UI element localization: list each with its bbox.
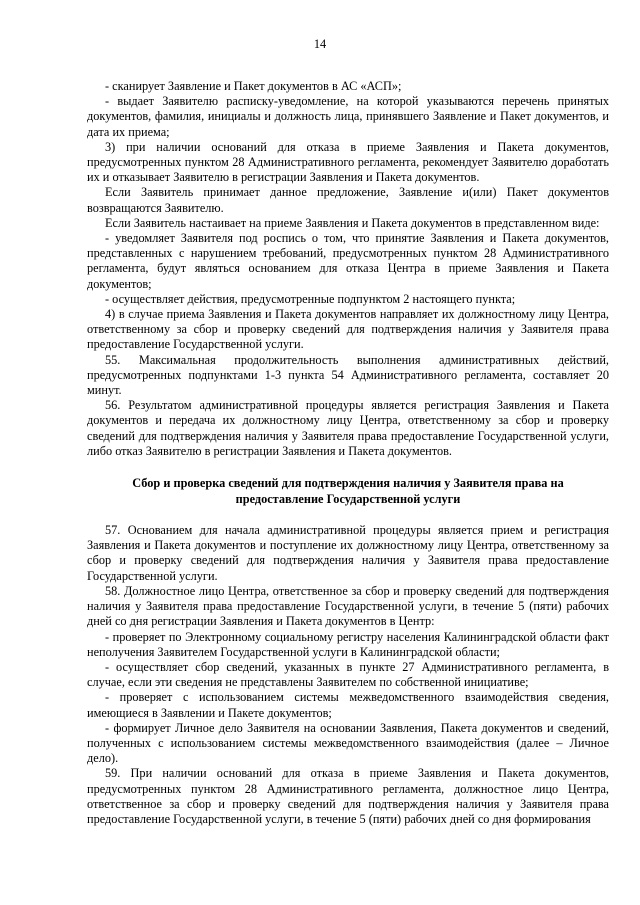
paragraph: 57. Основанием для начала административной процедуры является прием и регистрация Заявления и Пакета документов и поступление их должностному лицу Центра, ответственному за сбор и проверку сведений для подтверждения наличия у Заявителя права предоставление Государственной услуги. [87, 523, 609, 583]
paragraph: Если Заявитель настаивает на приеме Заявления и Пакета документов в представленном виде: [105, 215, 600, 230]
paragraph: Если Заявитель принимает данное предложение, Заявление и(или) Пакет документов возвращаются Заявителю. [87, 185, 609, 215]
paragraph: 3) при наличии оснований для отказа в приеме Заявления и Пакета документов, предусмотренных пунктом 28 Административного регламента, рекомендует Заявителю доработать их и отказывает Заявителю в регистрации Заявления и Пакета документов. [87, 139, 609, 185]
paragraph: - осуществляет сбор сведений, указанных в пункте 27 Административного регламента, в случае, если эти сведения не представлены Заявителем по собственной инициативе; [87, 659, 609, 690]
document-body [87, 79, 609, 827]
paragraph: 4) в случае приема Заявления и Пакета документов направляет их должностному лицу Центра, ответственному за сбор и проверку сведений для подтверждения наличия у Заявителя права предоставление Государственной услуги. [87, 307, 609, 352]
paragraph: 55. Максимальная продолжительность выполнения административных действий, предусмотренных подпунктами 1-3 пункта 54 Административного регламента, составляет 20 минут. [87, 352, 609, 398]
paragraph: 59. При наличии оснований для отказа в приеме Заявления и Пакета документов, предусмотренных пунктом 28 Административного регламента, должностное лицо Центра, ответственное за сбор и проверку сведений для подтверждения наличия у Заявителя права предоставление Государственной услуги, в течение 5 (пяти) рабочих дней со дня формирования [87, 766, 609, 826]
paragraph: - выдает Заявителю расписку-уведомление, на которой указываются перечень принятых документов, фамилия, инициалы и должность лица, принявшего Заявление и Пакет документов, и дата их приема; [87, 94, 609, 139]
paragraph: 58. Должностное лицо Центра, ответственное за сбор и проверку сведений для подтверждения наличия у Заявителя права предоставление Государственной услуги, в течение 5 (пяти) рабочих дней со дня регистрации Заявления и Пакета документов в Центр: [87, 583, 609, 629]
section-heading: Сбор и проверка сведений для подтверждения наличия у Заявителя права на предоставление Государственной услуги [132, 476, 564, 506]
paragraph: - проверяет с использованием системы межведомственного взаимодействия сведения, имеющиеся в Заявлении и Пакете документов; [87, 690, 609, 720]
paragraph: 56. Результатом административной процедуры является регистрация Заявления и Пакета документов и передача их должностному лицу Центра, ответственному за сбор и проверку сведений для подтверждения наличия у Заявителя права предоставление Государственной услуги, либо отказ Заявителю в регистрации Заявления и Пакета документов. [87, 398, 609, 458]
page-number: 14 [313, 37, 327, 51]
paragraph: - уведомляет Заявителя под роспись о том, что принятие Заявления и Пакета документов, представленных с нарушением требований, предусмотренных пунктом 28 Административного регламента, будут являться основанием для отказа Центра в приеме Заявления и Пакета документов; [87, 231, 609, 291]
paragraph: - осуществляет действия, предусмотренные подпунктом 2 настоящего пункта; [105, 291, 516, 306]
paragraph: - формирует Личное дело Заявителя на основании Заявления, Пакета документов и сведений, полученных с использованием системы межведомственного взаимодействия (далее – Личное дело). [87, 720, 609, 766]
paragraph: - проверяет по Электронному социальному регистру населения Калининградской области факт неполучения Заявителем Государственной услуги в Калининградской области; [87, 629, 609, 659]
paragraph: - сканирует Заявление и Пакет документов в АС «АСП»; [105, 79, 402, 93]
